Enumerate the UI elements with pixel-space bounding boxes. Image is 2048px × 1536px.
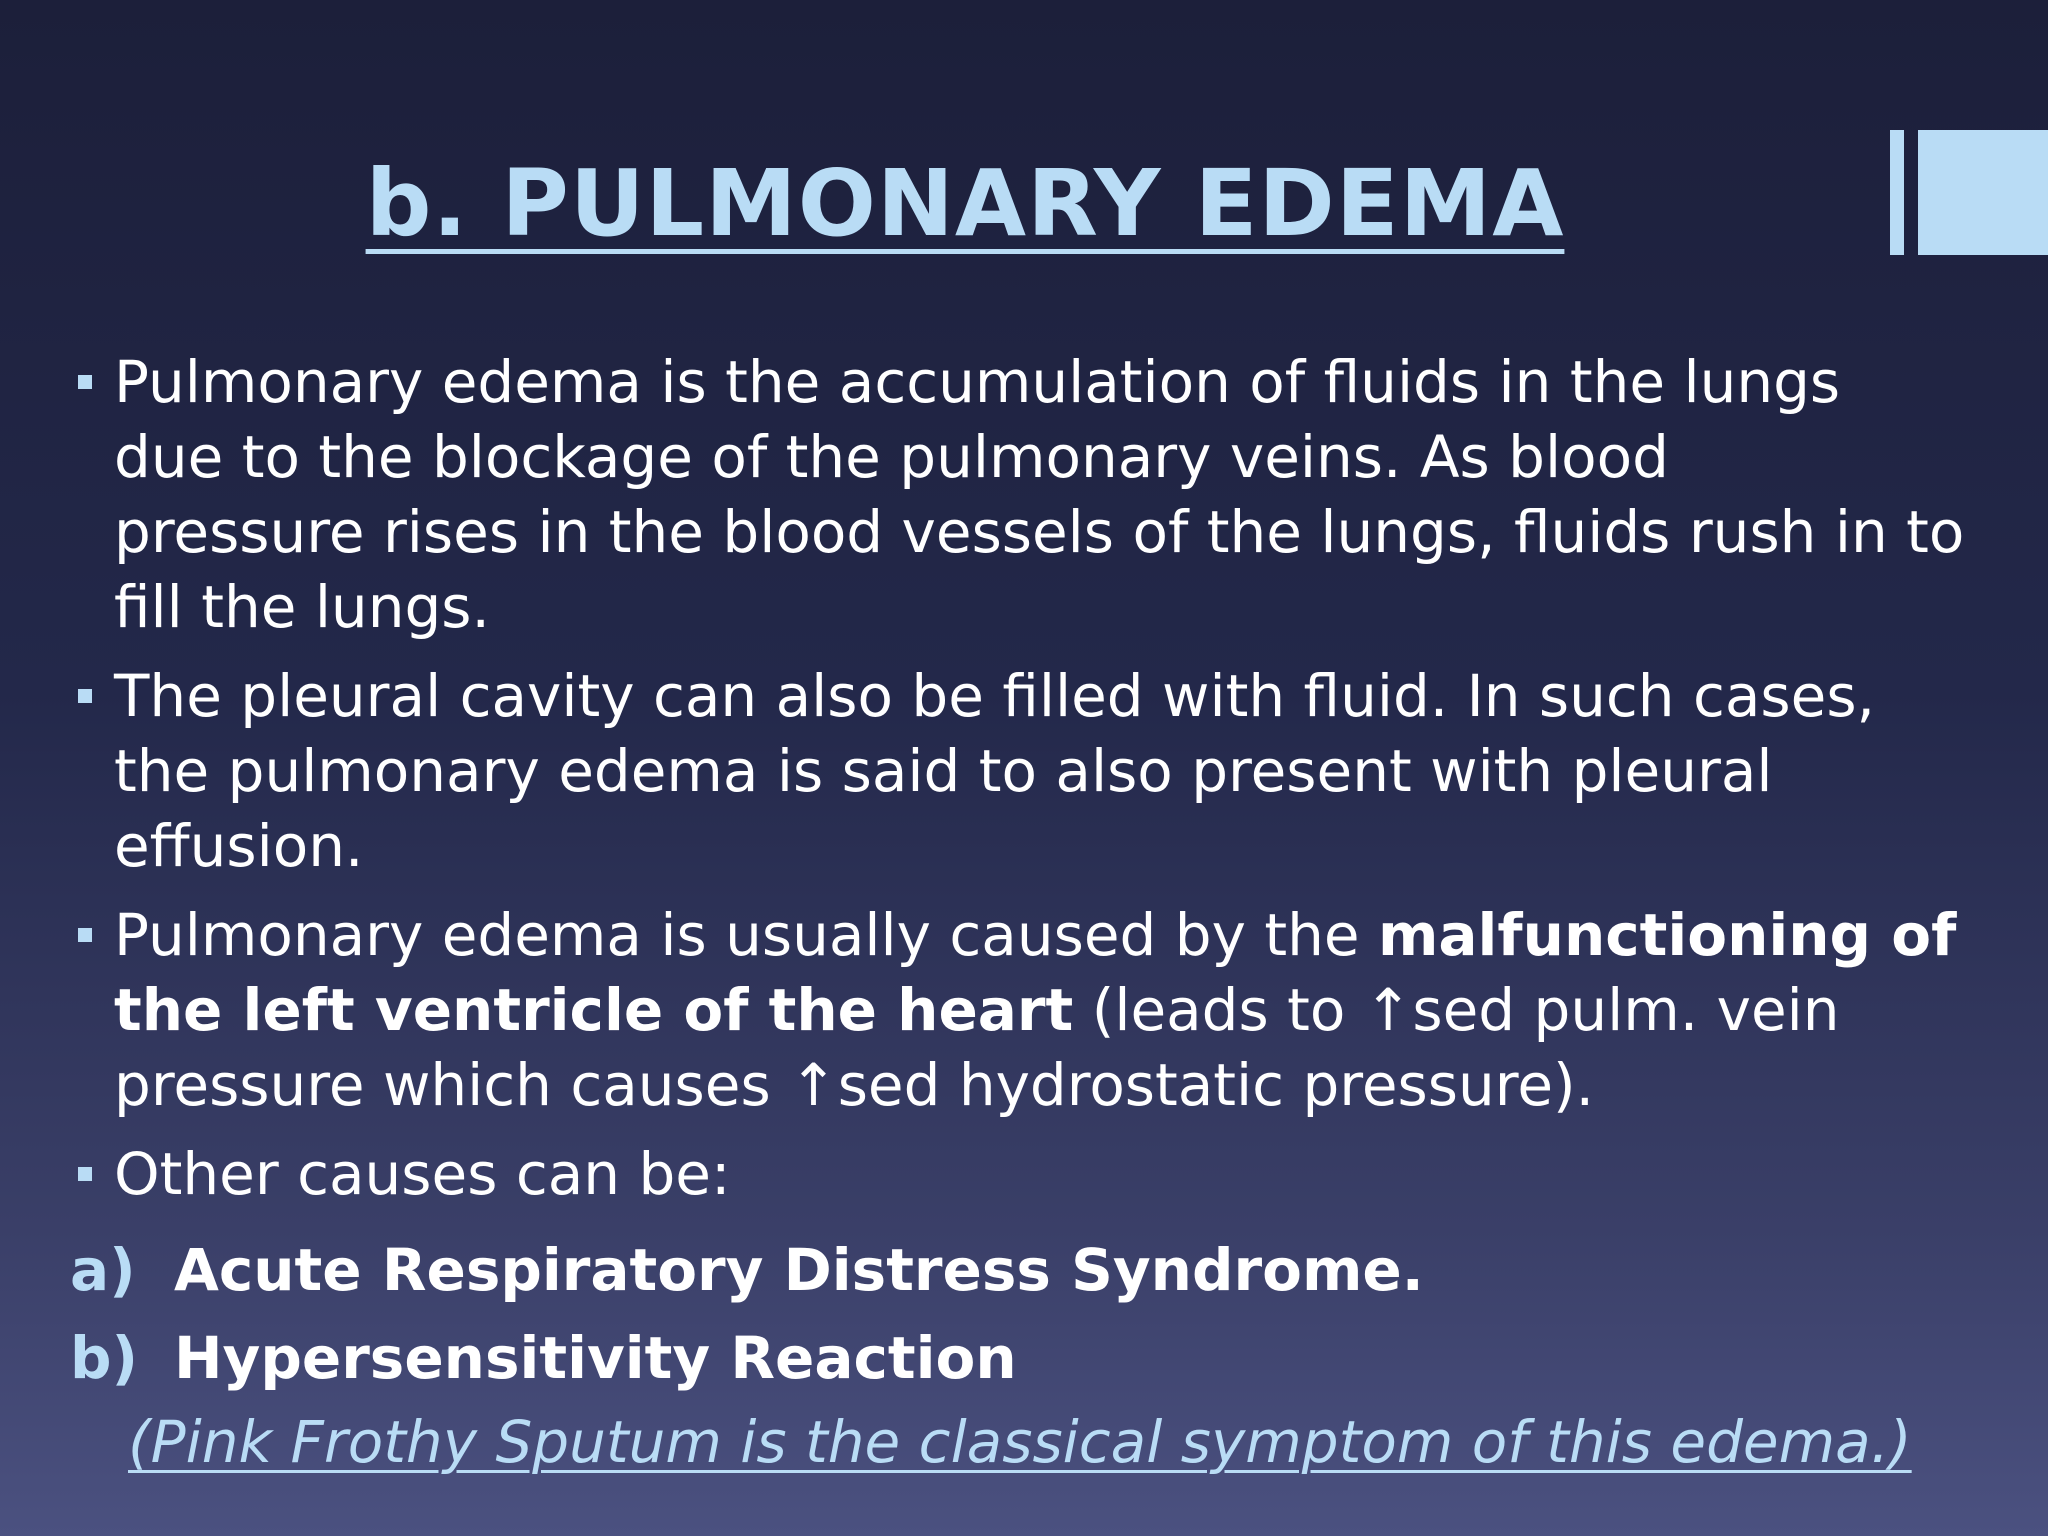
bullet-line: Pulmonary edema is the accumulation of fluids in the lungs [114, 348, 1841, 416]
slide-title: b. PULMONARY EDEMA [365, 150, 1565, 257]
bullet-line: due to the blockage of the pulmonary veins. As blood [114, 423, 1669, 491]
bullet-text: Pulmonary edema is usually caused by the [114, 901, 1378, 969]
bullet-line: the pulmonary edema is said to also present with pleural [114, 737, 1773, 805]
bullet-line: The pleural cavity can also be filled with fluid. In such cases, [114, 662, 1875, 730]
bullet-item [70, 898, 1990, 1123]
square-bullet-icon [78, 689, 92, 703]
cause-text: Acute Respiratory Distress Syndrome. [174, 1236, 1424, 1304]
bullet-item [70, 345, 1990, 645]
bullet-line [114, 898, 1990, 973]
square-bullet-icon [78, 928, 92, 942]
bullet-line: Other causes can be: [114, 1140, 731, 1208]
cause-item [70, 1226, 1990, 1314]
square-bullet-icon [78, 375, 92, 389]
bullet-text: (leads to ↑sed pulm. vein [1073, 976, 1840, 1044]
bullet-line [114, 973, 1990, 1048]
bullet-text-bold: the left ventricle of the heart [114, 976, 1074, 1044]
bullet-text-bold: malfunctioning of [1377, 901, 1957, 969]
cause-letter: a) [70, 1236, 136, 1304]
bullet-line: pressure rises in the blood vessels of the lungs, fluids rush in to [114, 498, 1965, 566]
bullet-line: fill the lungs. [114, 573, 490, 641]
bullet-item [70, 659, 1990, 884]
bullet-line: pressure which causes ↑sed hydrostatic pressure). [114, 1051, 1595, 1119]
cause-item [70, 1314, 1990, 1402]
bullet-line: effusion. [114, 812, 364, 880]
bullet-item [70, 1137, 1990, 1212]
cause-letter: b) [70, 1324, 139, 1392]
corner-decoration-bar-thick [1918, 130, 2048, 255]
square-bullet-icon [78, 1167, 92, 1181]
symptom-note: (Pink Frothy Sputum is the classical symptom of this edema.) [128, 1408, 1912, 1476]
cause-text: Hypersensitivity Reaction [174, 1324, 1017, 1392]
slide-body [70, 345, 1990, 1402]
